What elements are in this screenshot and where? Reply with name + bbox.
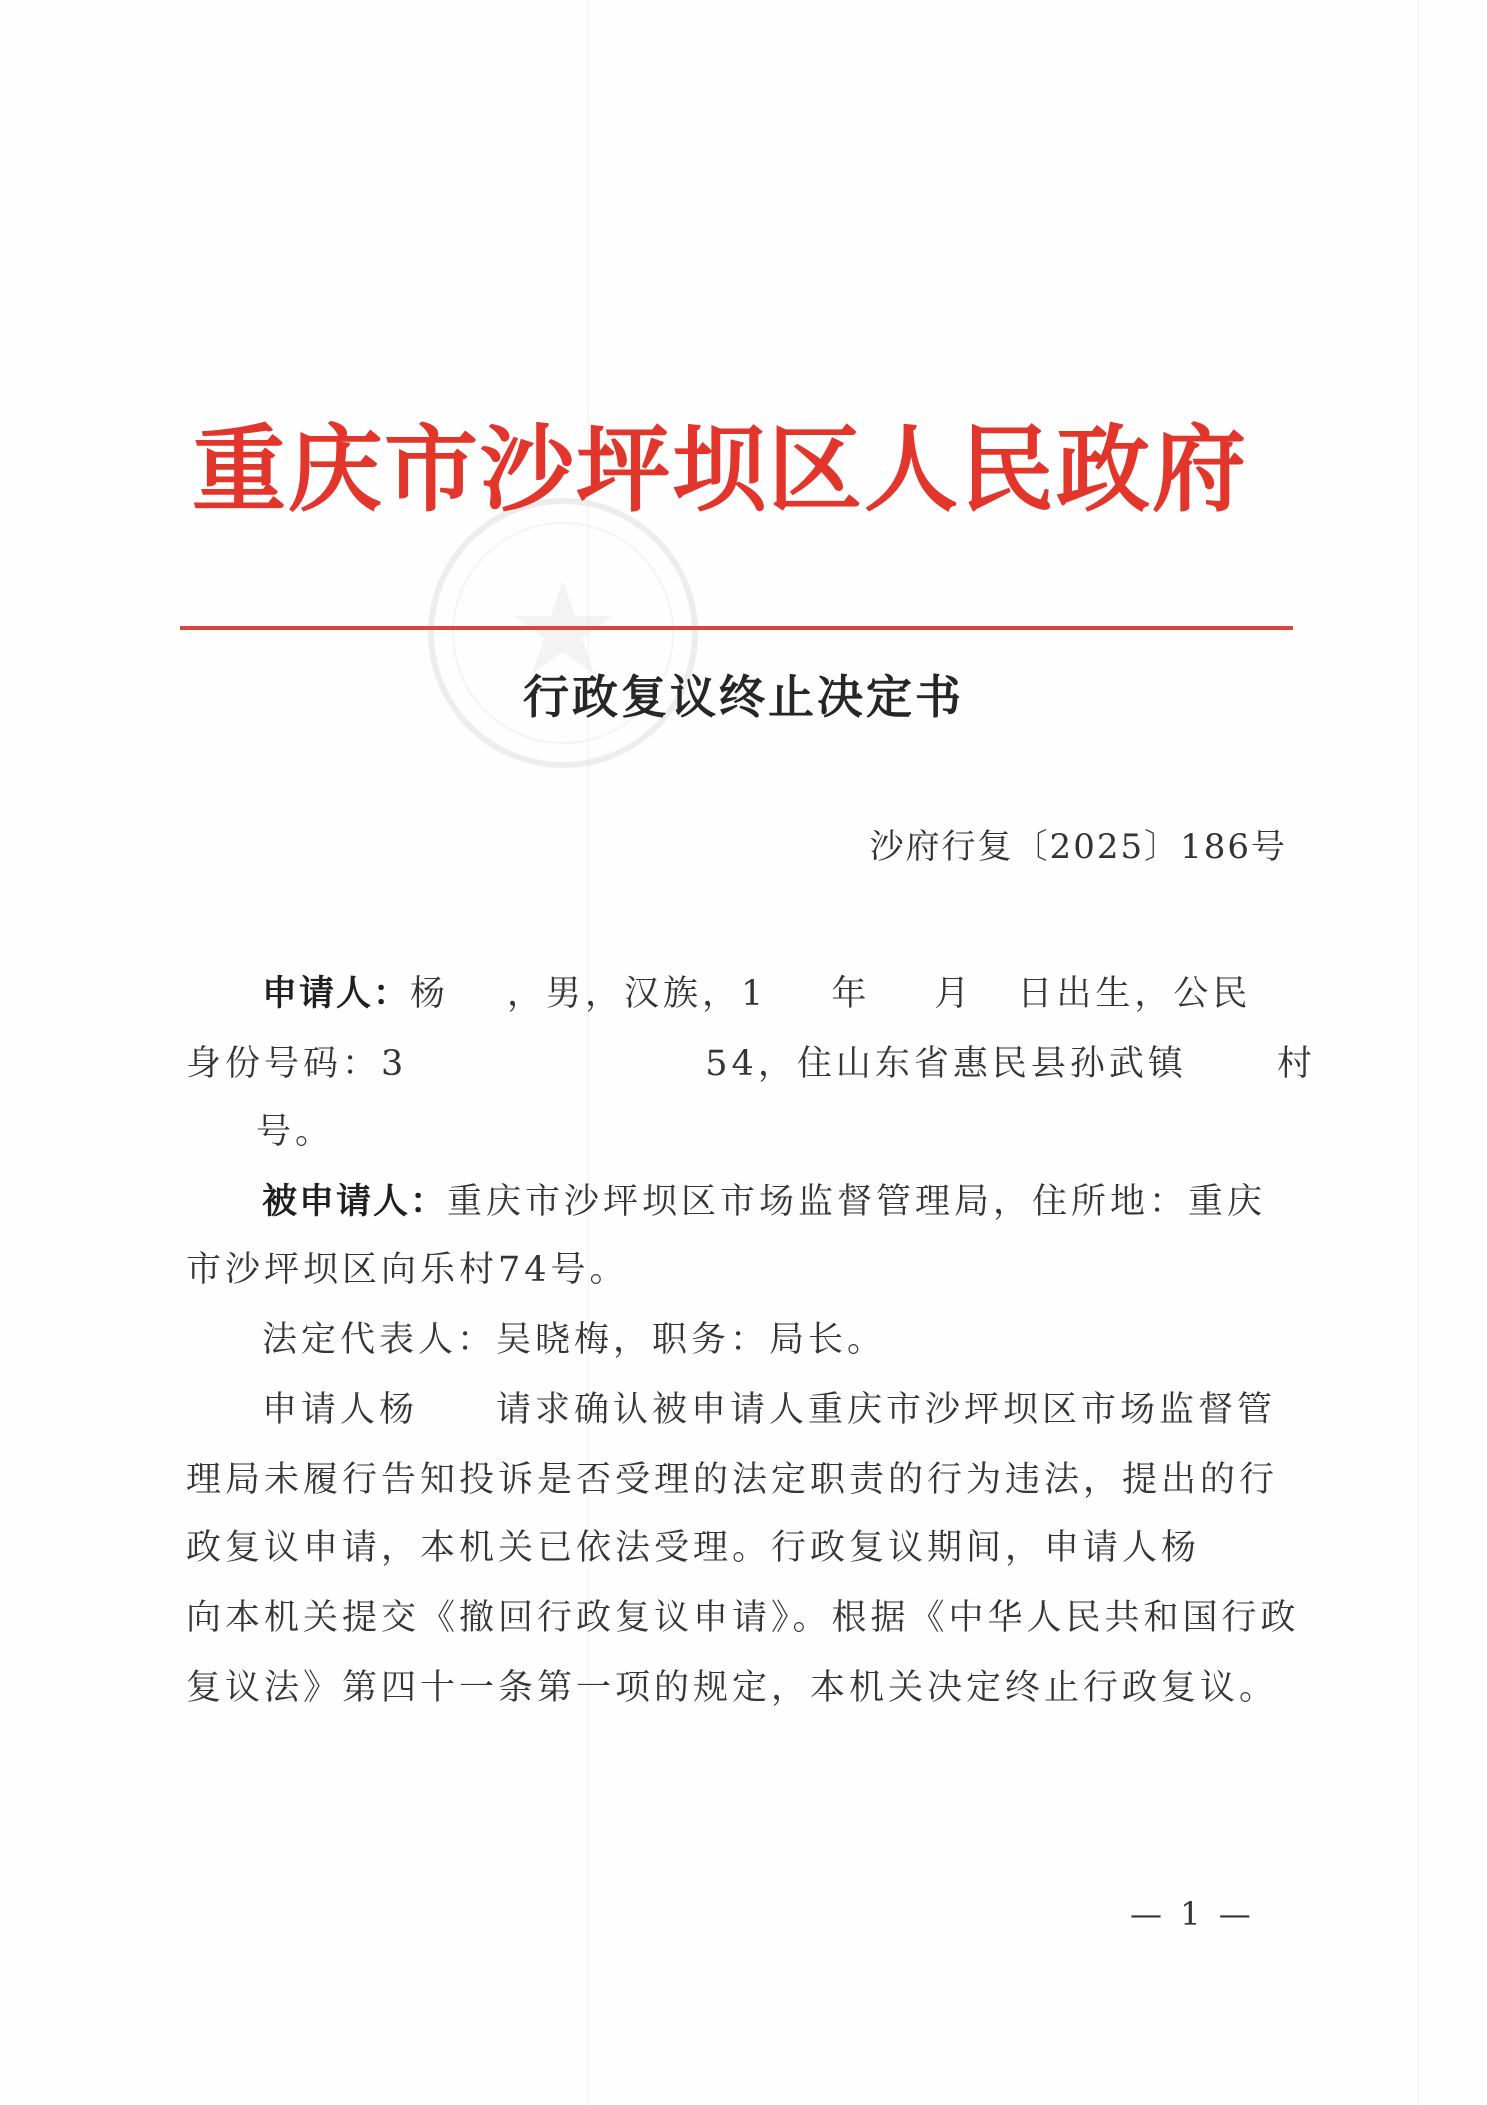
respondent-line-1 (262, 1174, 1266, 1230)
body-line-4: 向本机关提交《撤回行政复议申请》。根据《中华人民共和国行政 (186, 1598, 1300, 1638)
applicant-line-1 (262, 966, 1251, 1022)
applicant-label: 申请人： (262, 974, 411, 1014)
header-red-rule (180, 626, 1293, 630)
legal-representative: 法定代表人：吴晓梅，职务：局长。 (262, 1320, 887, 1360)
legal-representative-line (262, 1312, 886, 1368)
applicant-house-number: 号。 (256, 1112, 335, 1152)
respondent-line-2 (186, 1242, 629, 1298)
issuer-header-title: 重庆市沙坪坝区人民政府 (191, 415, 1248, 525)
applicant-id-number: 身份号码：3 (186, 1044, 408, 1084)
respondent-label: 被申请人： (262, 1182, 448, 1222)
respondent-address: 市沙坪坝区向乐村74号。 (186, 1250, 629, 1290)
applicant-birth-day-citizen: 日出生，公民 (1017, 974, 1252, 1014)
document-title: 行政复议终止决定书 (523, 670, 964, 724)
seal-show-through (418, 488, 708, 778)
body-line-3: 政复议申请，本机关已依法受理。行政复议期间，申请人杨 (186, 1528, 1201, 1568)
page-number: — 1 — (1130, 1895, 1255, 1933)
applicant-village: 村 (1276, 1044, 1316, 1084)
body-line-1 (262, 1382, 1276, 1438)
applicant-birth-year-unit: 年 (831, 974, 871, 1014)
body-line-2: 理局未履行告知投诉是否受理的法定职责的行为违法，提出的行 (186, 1460, 1279, 1500)
applicant-line-3 (256, 1104, 334, 1160)
applicant-birth-month-unit: 月 (934, 974, 974, 1014)
body-request: 请求确认被申请人重庆市沙坪坝区市场监督管 (496, 1390, 1277, 1430)
body-line-5: 复议法》第四十一条第一项的规定，本机关决定终止行政复议。 (186, 1668, 1279, 1708)
document-number: 沙府行复〔2025〕186号 (869, 827, 1287, 867)
applicant-address: 54，住山东省惠民县孙武镇 (705, 1044, 1187, 1084)
applicant-line-2 (186, 1036, 1316, 1092)
page-fold-line (1418, 0, 1419, 2105)
applicant-gender-ethnicity-birth: ，男，汉族，1 (507, 974, 768, 1014)
applicant-surname: 杨 (410, 974, 450, 1014)
body-applicant-name: 申请人杨 (262, 1390, 419, 1430)
respondent-info: 重庆市沙坪坝区市场监督管理局，住所地：重庆 (447, 1182, 1267, 1222)
